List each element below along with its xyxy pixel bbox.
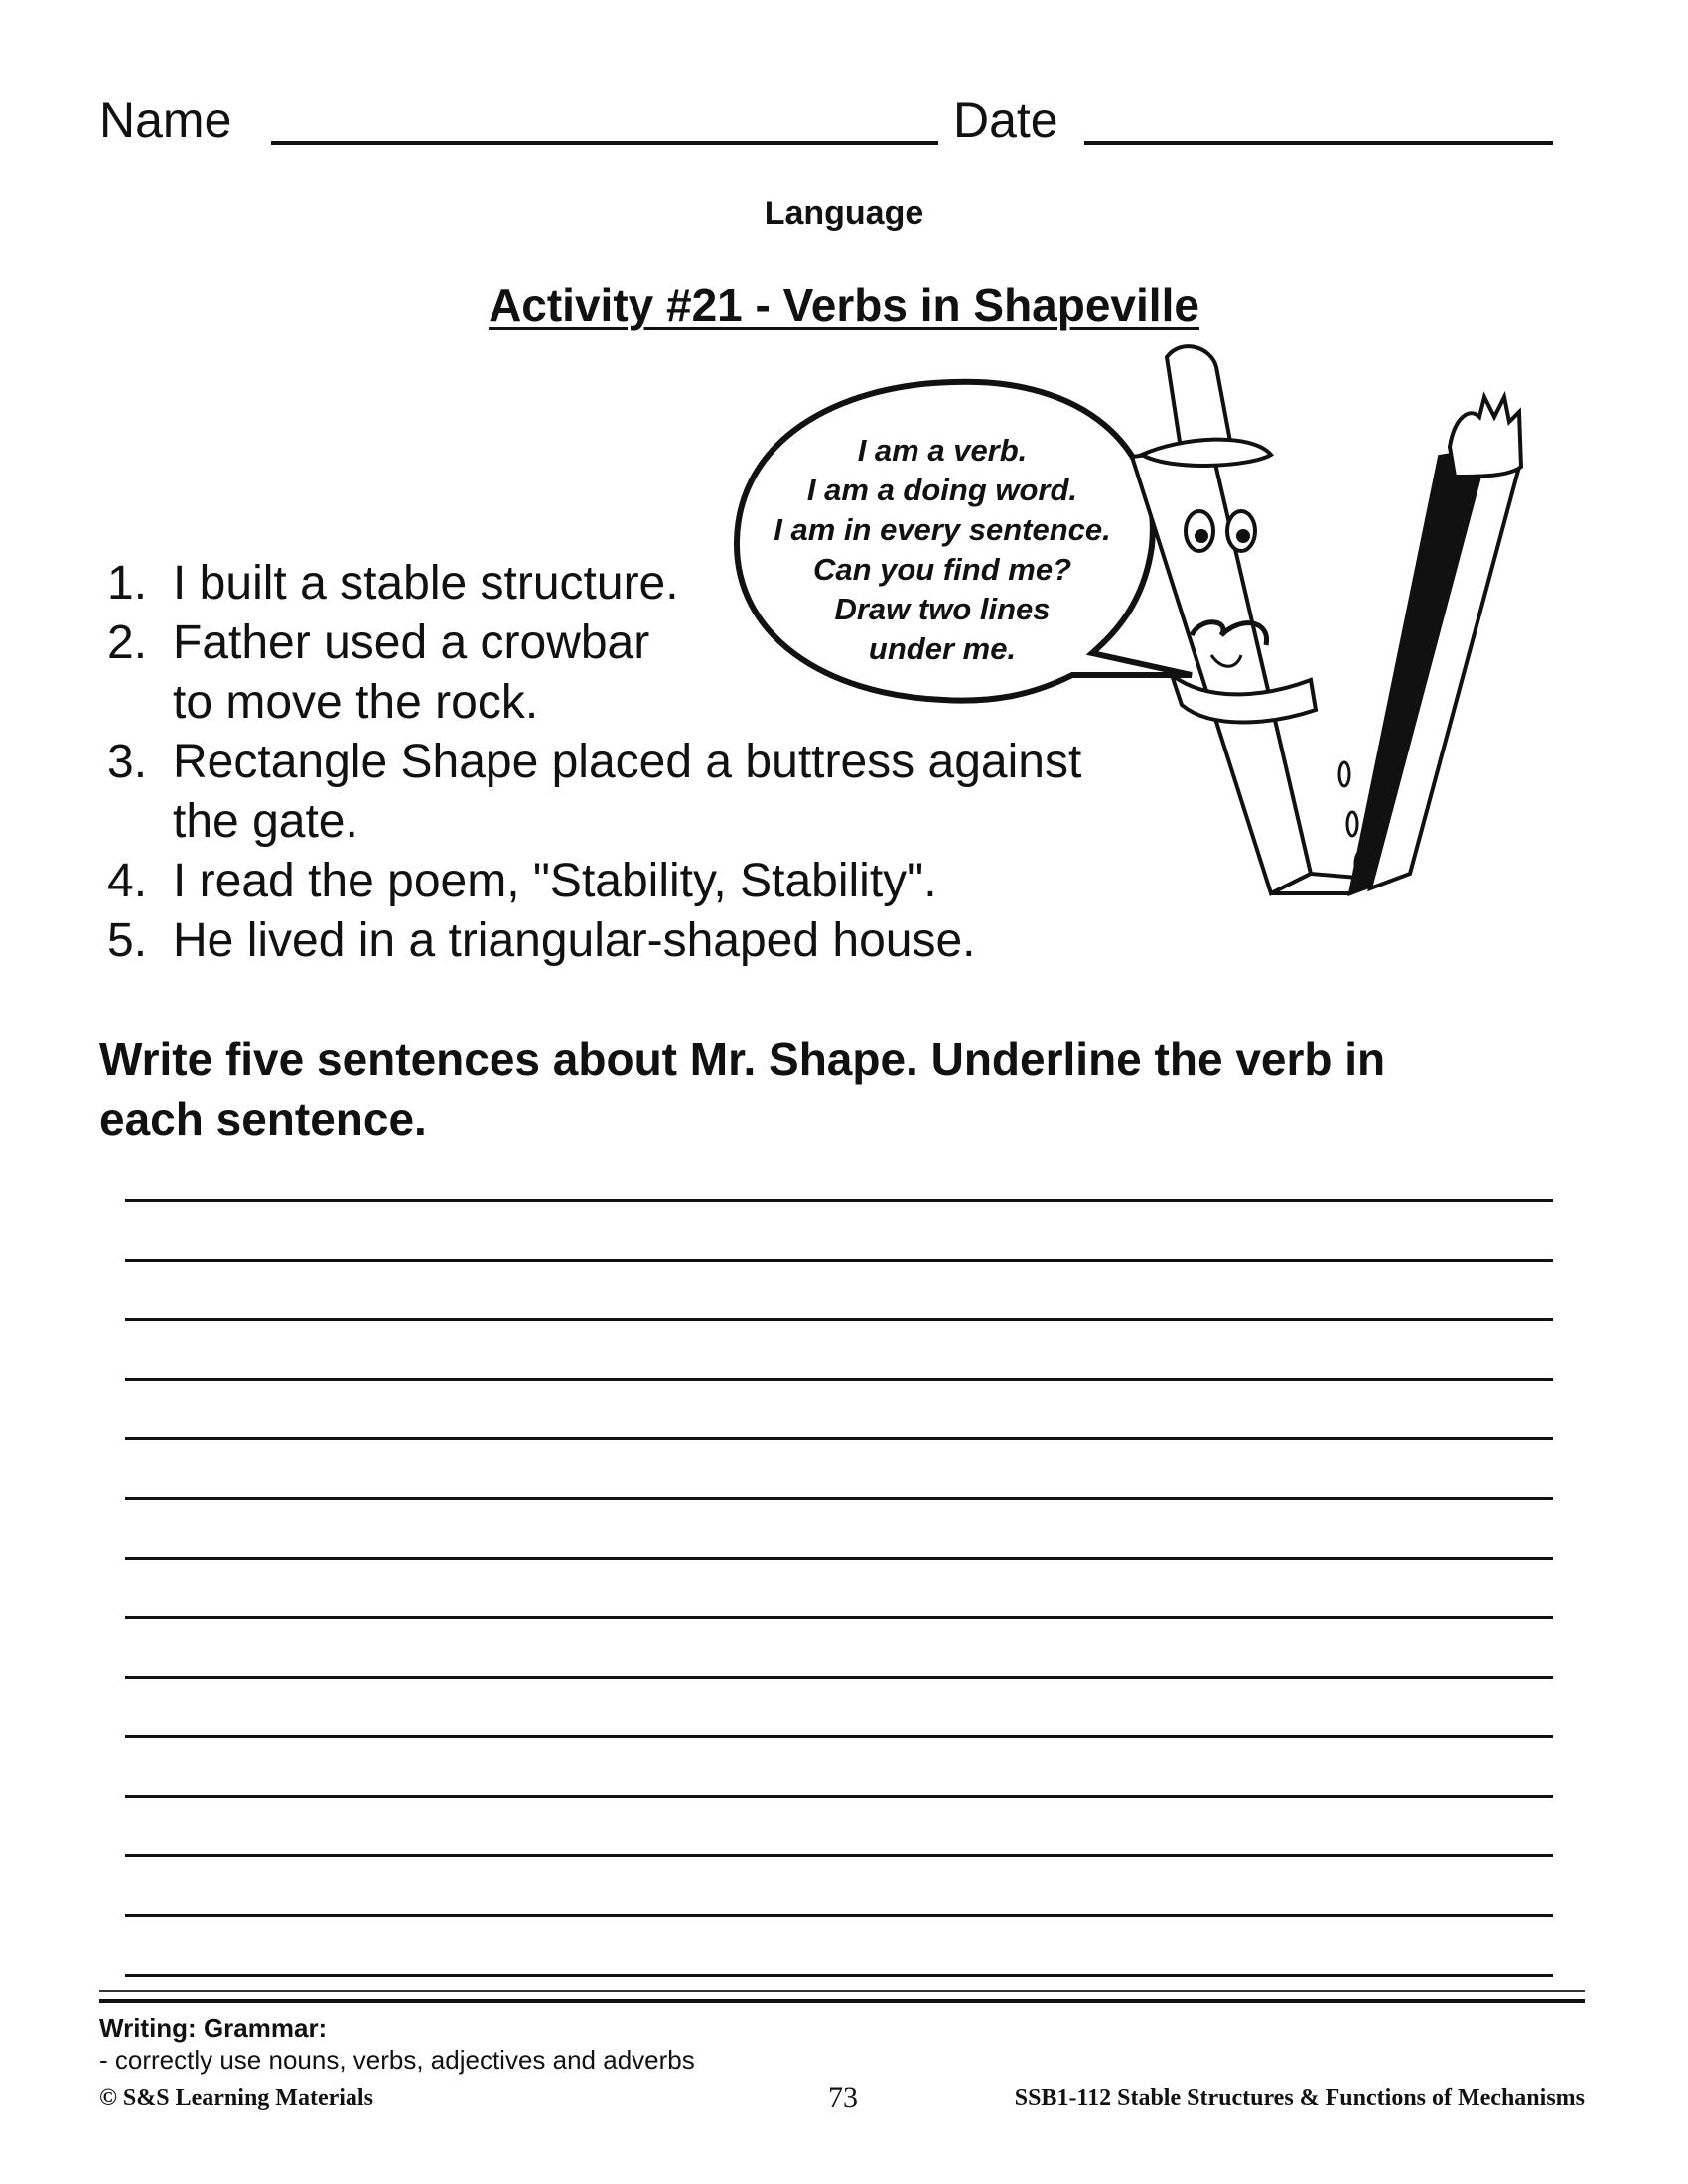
title-text: Activity #21 - Verbs in Shapeville bbox=[489, 279, 1199, 331]
bubble-text: I am in every sentence. bbox=[774, 512, 1111, 547]
writing-line[interactable] bbox=[125, 1914, 1553, 1917]
page-title bbox=[0, 278, 1688, 332]
writing-line[interactable] bbox=[125, 1974, 1553, 1977]
date-label: Date bbox=[953, 92, 1058, 148]
date-field[interactable] bbox=[1084, 141, 1553, 145]
bubble-text: Can you find me? bbox=[812, 552, 1072, 587]
name-field[interactable] bbox=[271, 141, 938, 145]
writing-line[interactable] bbox=[125, 1616, 1553, 1619]
bubble-text: I am a doing word. bbox=[806, 473, 1078, 507]
sentence-item: 2. Father used a crowbar bbox=[107, 616, 650, 669]
bubble-text: under me. bbox=[868, 631, 1017, 666]
sentence-item: 5. He lived in a triangular-shaped house. bbox=[107, 914, 976, 967]
sentence-continuation: the gate. bbox=[173, 795, 358, 848]
writing-line[interactable] bbox=[125, 1557, 1553, 1560]
writing-line[interactable] bbox=[125, 1676, 1553, 1679]
copyright: © S&S Learning Materials bbox=[99, 2085, 373, 2111]
writing-line[interactable] bbox=[125, 1854, 1553, 1857]
name-label: Name bbox=[99, 92, 232, 148]
sentence-item: 4. I read the poem, "Stability, Stability". bbox=[107, 855, 937, 907]
hat-icon bbox=[1142, 346, 1271, 466]
sentence-item: 3. Rectangle Shape placed a buttress against bbox=[107, 736, 1082, 788]
writing-line[interactable] bbox=[125, 1378, 1553, 1381]
bubble-text: Draw two lines bbox=[834, 592, 1051, 626]
bubble-text: I am a verb. bbox=[857, 433, 1028, 468]
subject-label: Language bbox=[764, 195, 924, 232]
writing-line[interactable] bbox=[125, 1259, 1553, 1262]
skill-heading: Writing: Grammar: bbox=[99, 2013, 328, 2043]
book-title: SSB1-112 Stable Structures & Functions of Mechanisms bbox=[1014, 2085, 1585, 2111]
page-number: 73 bbox=[828, 2081, 858, 2114]
skill-detail: - correctly use nouns, verbs, adjectives and adverbs bbox=[99, 2045, 695, 2075]
writing-line[interactable] bbox=[125, 1318, 1553, 1321]
writing-line[interactable] bbox=[125, 1735, 1553, 1738]
instruction-text: Write five sentences about Mr. Shape. Underline the verb in bbox=[99, 1033, 1386, 1085]
writing-line[interactable] bbox=[125, 1497, 1553, 1500]
footer-divider-thin bbox=[99, 1990, 1585, 1992]
writing-line[interactable] bbox=[125, 1199, 1553, 1202]
waving-hand-icon bbox=[1450, 397, 1521, 477]
writing-line[interactable] bbox=[125, 1795, 1553, 1798]
footer-divider-thick bbox=[99, 1999, 1585, 2003]
sentence-continuation: to move the rock. bbox=[173, 676, 539, 729]
instruction-text: each sentence. bbox=[99, 1093, 427, 1145]
writing-line[interactable] bbox=[125, 1437, 1553, 1440]
sentence-item: 1. I built a stable structure. bbox=[107, 557, 679, 610]
